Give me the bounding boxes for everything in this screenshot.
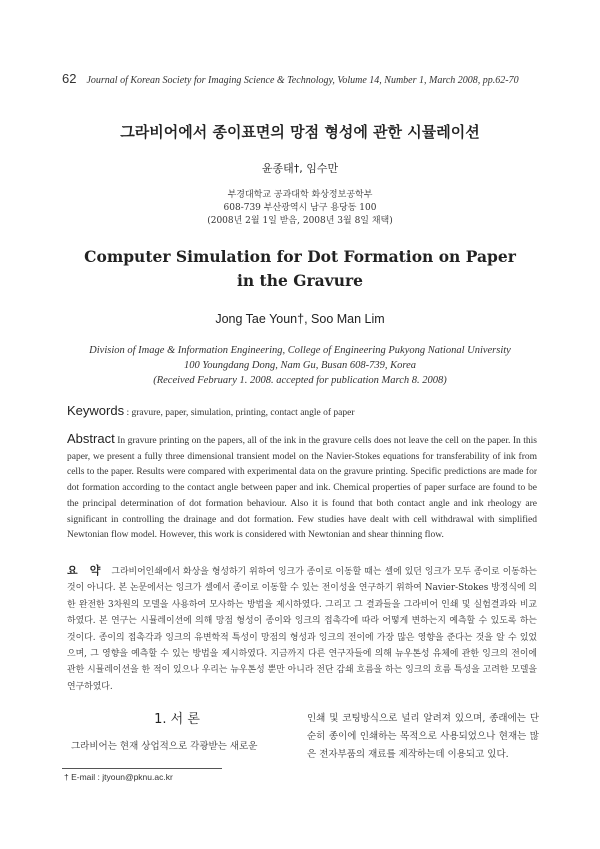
korean-received-line: (2008년 2월 1일 받음, 2008년 3월 8일 채택) xyxy=(207,216,393,226)
english-title-line: Computer Simulation for Dot Formation on Paper xyxy=(84,247,516,266)
korean-affiliation-line: 부경대학교 공과대학 화상정보공학부 xyxy=(227,190,373,200)
english-title-line: in the Gravure xyxy=(237,271,363,290)
abstract-label: Abstract xyxy=(67,431,115,446)
korean-affiliation-line: 608-739 부산광역시 남구 용당동 100 xyxy=(223,203,377,213)
journal-citation: Journal of Korean Society for Imaging Science & Technology, Volume 14, Number 1, March 2008, pp.62-70 xyxy=(86,75,519,86)
korean-abstract-text: 그라비어인쇄에서 화상을 형성하기 위하여 잉크가 종이로 이동할 때는 셀에 있던 잉크가 모두 종이로 이동하는 것이 아니다. 본 논문에서는 잉크가 셀에서 종이로 이동할 수 있는 전이성을 연구하기 위하여 Navier-Stokes 방정식에 의한 완전한 3차원의 모델을 사용하여 모사하는 방법을 제시하였다. 그리고 그 결과들을 그라비어 인쇄 및 실험결과와 비교하였다. 본 연구는 시뮬레이션에 의해 망점 형성이 종이와 잉크의 접촉각에 따라 어떻게 변하는지 예측할 수 있도록 하는 것이다. 종이의 접촉각과 잉크의 유변학적 특성이 망점의 형성과 잉크의 전이에 가장 많은 영향을 준다는 것을 알 수 있었으며, 그 영향을 예측할 수 있는 방법을 제시하였다. 지금까지 다른 연구자들에 의해 뉴우톤성 유체에 관한 잉크의 전이에 관한 시뮬레이션을 한 적이 있으나 우리는 뉴우톤성 뿐만 아니라 전단 감쇄 흐름을 하는 잉크의 흐름 특성을 고려한 모델을 연구하였다. xyxy=(67,567,537,692)
keywords-label: Keywords xyxy=(67,403,125,418)
korean-title: 그라비어에서 종이표면의 망점 형성에 관한 시뮬레이션 xyxy=(120,123,480,141)
left-column xyxy=(67,706,287,755)
english-authors: Jong Tae Youn†, Soo Man Lim xyxy=(215,312,385,326)
english-affiliation-line: 100 Youngdang Dong, Nam Gu, Busan 608-739, Korea xyxy=(184,360,416,371)
abstract xyxy=(67,431,537,544)
page-number: 62 xyxy=(62,71,77,86)
korean-affiliation xyxy=(0,189,600,228)
korean-abstract-label: 요 약 xyxy=(67,564,105,577)
english-affiliation-line: Division of Image & Information Engineering, College of Engineering Pukyong National University xyxy=(89,345,511,356)
intro-right-text: 인쇄 및 코팅방식으로 널리 알려져 있으며, 종래에는 단순히 종이에 인쇄하는 목적으로 사용되었으나 현재는 많은 전자부품의 재료를 제작하는데 이용되고 있다. xyxy=(307,713,539,760)
running-head xyxy=(62,71,542,86)
keywords-text: : gravure, paper, simulation, printing, contact angle of paper xyxy=(126,408,355,418)
korean-abstract xyxy=(67,563,537,695)
english-title xyxy=(60,245,540,293)
korean-authors: 윤종태†, 임수만 xyxy=(261,162,339,175)
intro-left-text: 그라비어는 현재 상업적으로 각광받는 새로운 xyxy=(71,741,258,752)
footnote-email: † E-mail : jtyoun@pknu.ac.kr xyxy=(64,772,173,782)
english-affiliation xyxy=(40,343,560,388)
english-received-line: (Received February 1. 2008. accepted for publication March 8. 2008) xyxy=(153,375,447,386)
footnote-divider xyxy=(62,768,222,769)
abstract-text: In gravure printing on the papers, all of the ink in the gravure cells does not leave the cell on the paper. In this paper, we present a fully three dimensional transient model on the Navier-Stokes equations for transferability of ink from cells to the paper. Results were compared with experimental data on the gravure printing. Specific predictions are made for dot formation according to the contact angle between paper and ink. Chemical properties of paper surface are found to be the principal determination of dot formation behaviour. Also it is found that both contact angle and ink rheology are significant in controlling the drainage and dot formation. Few studies have dealt with cell withdrawal with simplified Newtonian flow model. However, this work is considered with Newtonian and shear thinning flow. xyxy=(67,436,538,541)
keywords xyxy=(67,403,547,418)
section-heading-introduction: 1. 서 론 xyxy=(154,712,200,727)
